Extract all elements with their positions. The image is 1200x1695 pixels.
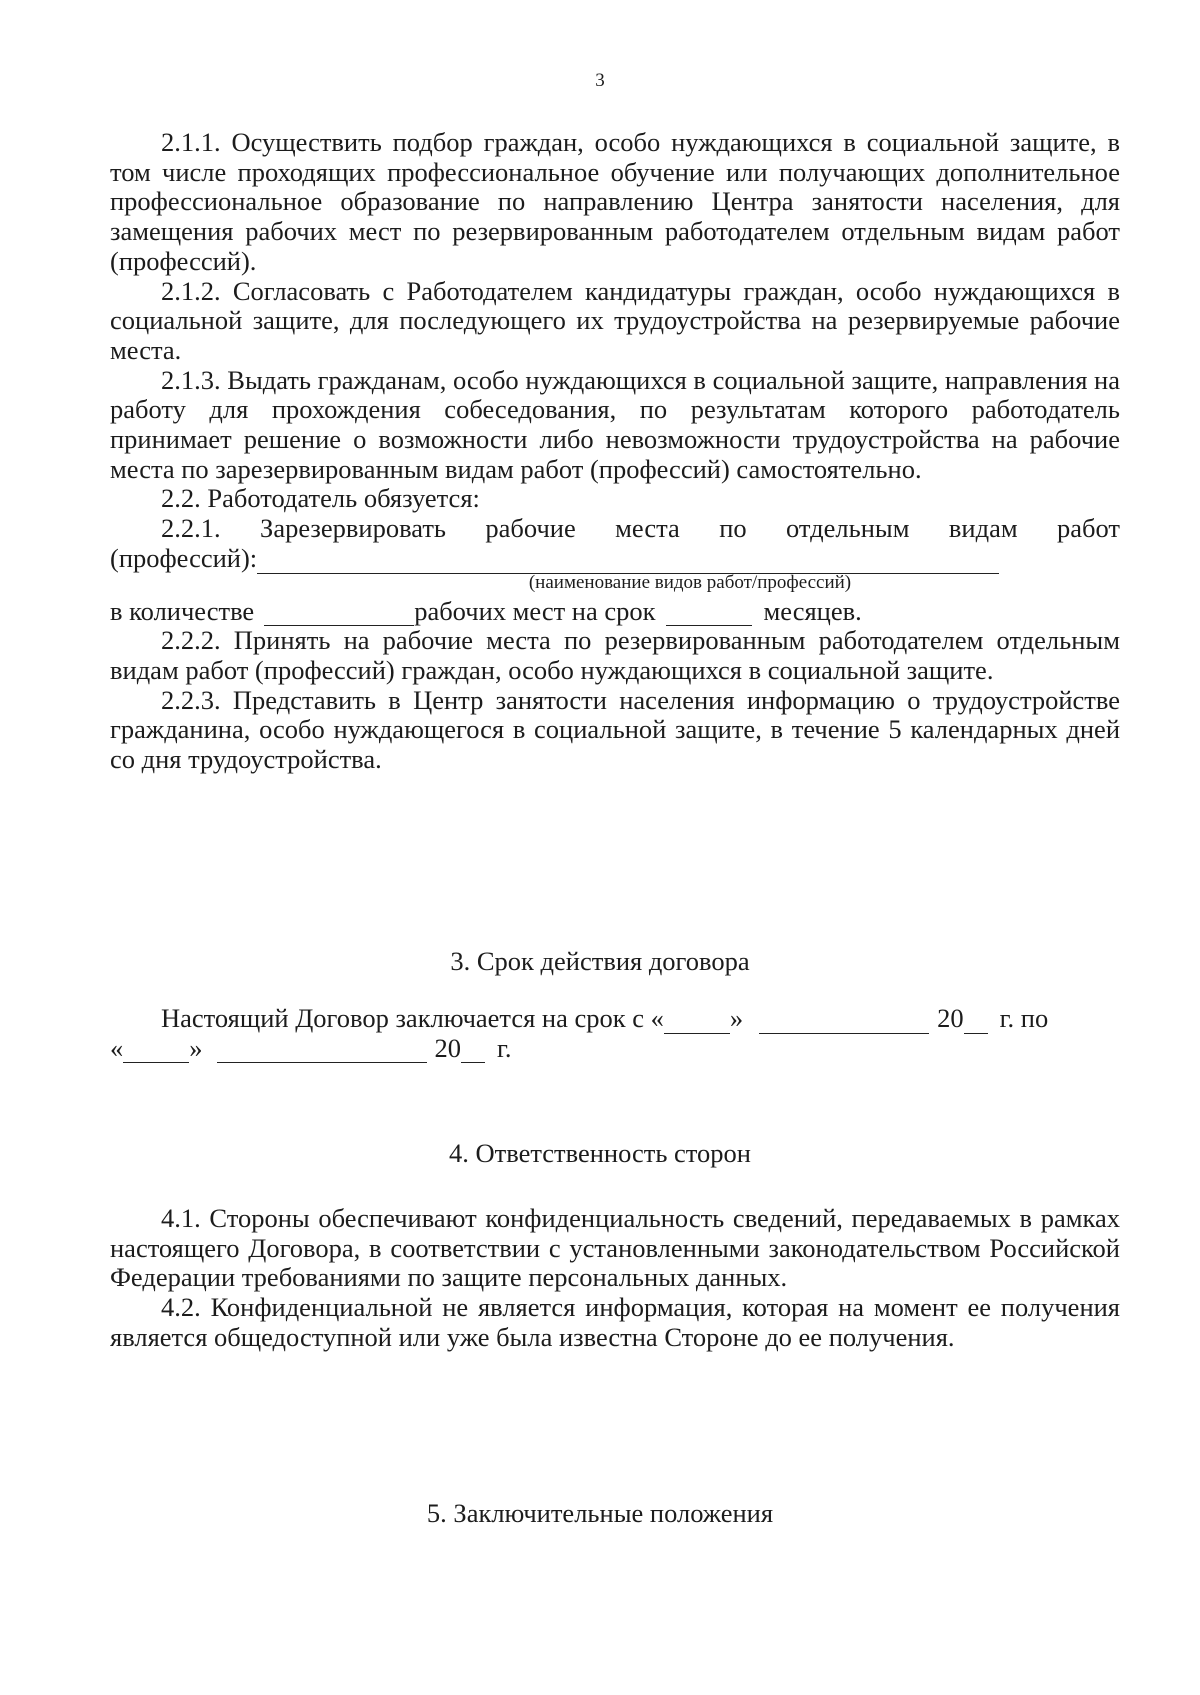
quantity-line [110,597,1120,627]
term-line-2 [110,1034,1120,1064]
term-text: Настоящий Договор заключается на срок с « [161,1003,664,1033]
section-4-body [110,1204,1120,1353]
professions-blank[interactable] [257,551,999,574]
heading-section-3: 3. Срок действия договора [450,946,750,976]
start-day-blank[interactable] [664,1011,730,1034]
professions-line [110,544,1120,574]
heading-section-5: 5. Заключительные положения [426,1498,774,1528]
professions-caption: (наименование видов работ/профессий) [528,571,852,593]
section-2-body [110,128,1120,775]
heading-section-4: 4. Ответственность сторон [449,1138,751,1168]
start-year-blank[interactable] [964,1011,988,1034]
start-month-blank[interactable] [759,1011,929,1034]
term-g-po: г. по [999,1003,1049,1033]
quantity-label: в количестве [110,595,255,626]
paragraph-2-2-2: 2.2.2. Принять на рабочие места по резервированным работодателем отдельным видам работ (профессий) граждан, особо нуждающихся в социальной защите. [110,625,1120,685]
paragraph-2-1-1: 2.1.1. Осуществить подбор граждан, особо нуждающихся в социальной защите, в том числе проходящих профессиональное обучение или получающих дополнительное профессиональное образование по направлению Центра занятости населения, для замещения рабочих мест по резервированным работодателем отдельным видам работ (профессий). [110,127,1120,276]
term-quote-close-2: » [189,1032,203,1063]
term-g: г. [497,1032,512,1063]
page-number: 3 [595,70,605,91]
months-blank[interactable] [666,603,752,626]
end-year-prefix: 20 [434,1032,461,1063]
paragraph-2-2-3: 2.2.3. Представить в Центр занятости населения информацию о трудоустройстве гражданина, особо нуждающегося в социальной защите, в течение 5 календарных дней со дня трудоустройства. [110,684,1120,775]
professions-label: (профессий): [110,542,258,573]
term-quote-open-2: « [110,1032,124,1063]
quantity-middle: рабочих мест на срок [414,595,656,626]
start-year-prefix: 20 [937,1003,964,1033]
section-3-body [110,1004,1120,1063]
paragraph-2-2-1: 2.2.1. Зарезервировать рабочие места по отдельным видам работ [161,513,1120,544]
quantity-blank[interactable] [264,603,414,626]
term-quote-close: » [729,1003,744,1033]
paragraph-4-2: 4.2. Конфиденциальной не является информация, которая на момент ее получения является общедоступной или уже была известна Стороне до ее получения. [110,1292,1120,1352]
quantity-suffix: месяцев. [763,595,862,626]
paragraph-4-1: 4.1. Стороны обеспечивают конфиденциальность сведений, передаваемых в рамках настоящего Договора, в соответствии с установленными законодательством Российской Федерации требованиями по защите персональных данных. [110,1203,1120,1293]
paragraph-2-1-2: 2.1.2. Согласовать с Работодателем кандидатуры граждан, особо нуждающихся в социальной защите, для последующего их трудоустройства на резервируемые рабочие места. [110,275,1120,365]
paragraph-2-2: 2.2. Работодатель обязуется: [161,483,480,514]
end-day-blank[interactable] [123,1040,189,1063]
paragraph-2-1-3: 2.1.3. Выдать гражданам, особо нуждающихся в социальной защите, направления на работу для прохождения собеседования, по результатам которого работодатель принимает решение о возможности либо невозможности трудоустройства на рабочие места по зарезервированным видам работ (профессий) самостоятельно. [110,364,1120,484]
term-line-1 [110,1004,1120,1034]
end-month-blank[interactable] [217,1040,427,1063]
end-year-blank[interactable] [461,1040,485,1063]
